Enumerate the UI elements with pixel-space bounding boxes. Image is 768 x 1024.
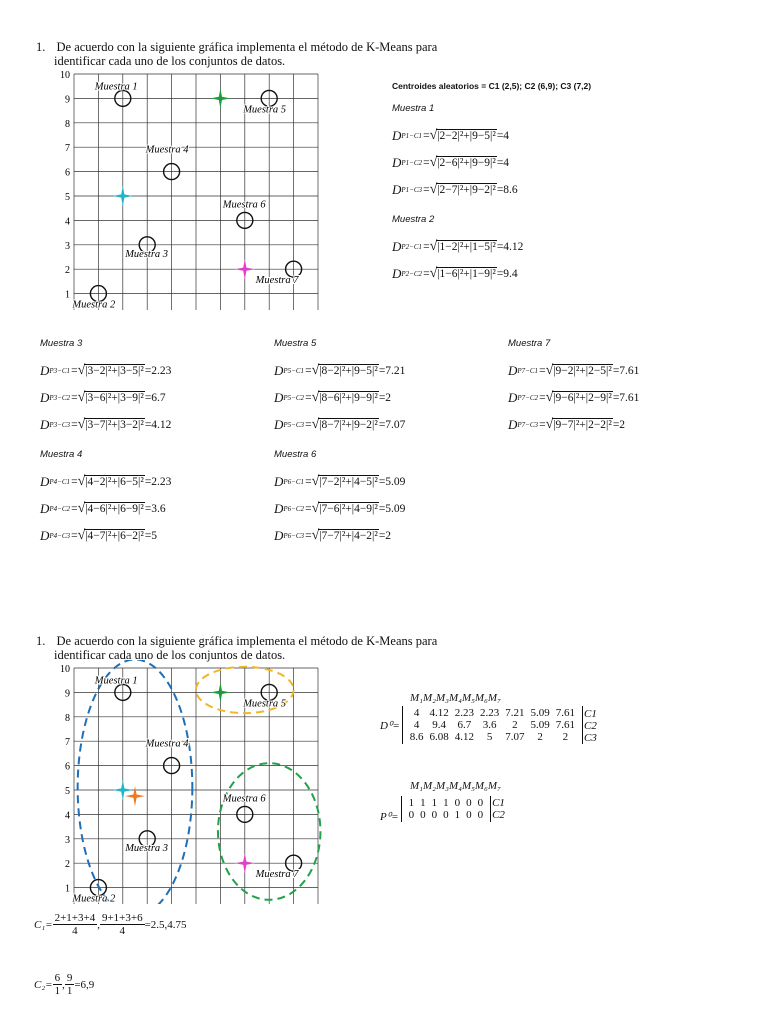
distance-symbol: D: [508, 362, 518, 378]
distance-symbol: D: [274, 362, 284, 378]
c1-num-x: 2+1+3+4: [54, 912, 96, 924]
radicand: |9−2|²+|2−5|²: [553, 365, 612, 377]
sqrt-icon: √: [429, 238, 438, 254]
centroid-star-icon: [113, 186, 133, 206]
distance-equation: [274, 495, 405, 522]
matrix-cell: 2: [512, 719, 518, 731]
distance-subscript: P7−C1: [517, 366, 539, 375]
c1-den-x: 4: [72, 925, 78, 937]
matrix-cell: 4: [413, 719, 420, 731]
matrix-row: [406, 809, 487, 821]
sample-label: Muestra 7: [255, 869, 299, 881]
y-tick-label: 7: [65, 143, 70, 155]
matrix-cell: 5: [486, 731, 493, 743]
equals-sign: =: [539, 391, 546, 404]
c2-num-x: 6: [54, 972, 61, 984]
matrix-cell: 5.09: [530, 719, 550, 731]
radicand: |9−6|²+|2−9|²: [553, 392, 612, 404]
sample-label: Muestra 2: [72, 299, 116, 310]
matrix-cell: 9.4: [432, 719, 447, 731]
distance-subscript: P6−C2: [283, 504, 305, 513]
matrix-cell: 4.12: [454, 731, 475, 743]
p0-table: [406, 797, 487, 821]
sample-label: Muestra 3: [125, 842, 169, 854]
equals-sign: =: [305, 475, 312, 488]
matrix-cell: 0: [466, 797, 472, 809]
matrix-cell: 0: [420, 809, 426, 821]
group-muestra-1: [392, 103, 518, 203]
radicand: |9−7|²+|2−2|²: [553, 419, 612, 431]
distance-subscript: P1−C2: [401, 158, 423, 167]
matrix-cell: 1: [431, 797, 438, 809]
matrix-cell: 7.61: [555, 719, 576, 731]
y-tick-label: 5: [65, 192, 70, 203]
matrix-cell: 1: [408, 797, 415, 809]
scatter-chart-2: [50, 660, 340, 904]
radicand: |3−6|²+|3−9|²: [85, 392, 144, 404]
sqrt-icon: √: [77, 527, 86, 543]
matrix-row: [407, 719, 578, 731]
equals-sign: =: [71, 391, 78, 404]
distance-subscript: P7−C3: [517, 420, 539, 429]
distance-symbol: D: [392, 154, 402, 170]
y-tick-label: 8: [65, 712, 70, 724]
c1-num-y: 9+1+3+6: [101, 912, 143, 924]
sqrt-icon: √: [545, 362, 554, 378]
group-title: Muestra 7: [508, 338, 551, 349]
radicand: |1−2|²+|1−5|²: [437, 241, 496, 253]
equals-sign: =: [423, 129, 430, 142]
d0-header: M₁M₂M₃M₄M₅M₆M₇: [410, 692, 501, 704]
y-tick-label: 1: [65, 289, 70, 301]
distance-result: =7.61: [612, 391, 640, 404]
equals-sign: =: [71, 502, 78, 515]
matrix-cell: 0: [477, 797, 484, 809]
distance-equation: [392, 260, 523, 287]
radicand: |8−2|²+|9−5|²: [319, 365, 378, 377]
matrix-cell: 6.08: [429, 731, 449, 743]
c2-num-y: 9: [66, 972, 73, 984]
sample-label: Muestra 1: [94, 81, 138, 93]
distance-symbol: D: [274, 389, 284, 405]
equals-sign: =: [305, 529, 312, 542]
y-tick-label: 10: [60, 70, 70, 81]
c1-frac-y: [100, 912, 145, 937]
sample-label: Muestra 3: [125, 248, 169, 260]
distance-result: =6.7: [144, 391, 166, 404]
y-tick-label: 2: [65, 265, 70, 277]
equals-sign: =: [305, 502, 312, 515]
matrix-cell: 5.09: [530, 707, 550, 719]
distance-symbol: D: [392, 181, 402, 197]
c1-formula: C₁= $\frac{2+1+3+4}{4}$ , $\frac{9+1+3+6}{4}$ =2.5,4.75: [34, 912, 187, 937]
distance-result: =5.09: [378, 475, 406, 488]
distance-result: =7.07: [378, 418, 406, 431]
sqrt-icon: √: [429, 181, 438, 197]
distance-equation: [40, 495, 171, 522]
matrix-cell: 0: [477, 809, 484, 821]
matrix-cell: 1: [454, 809, 461, 821]
distance-symbol: D: [508, 416, 518, 432]
radicand: |3−7|²+|3−2|²: [85, 419, 144, 431]
group-muestra-5: [274, 338, 405, 438]
radicand: |7−6|²+|4−9|²: [319, 503, 378, 515]
y-tick-label: 6: [65, 761, 70, 773]
radicand: |4−2|²+|6−5|²: [85, 476, 144, 488]
centroid-star-icon: [210, 682, 230, 702]
c2-den-y: 1: [66, 985, 73, 997]
radicand: |8−7|²+|9−2|²: [319, 419, 378, 431]
matrix-row-label: C2: [584, 719, 597, 732]
sample-label: Muestra 4: [145, 144, 189, 156]
problem-line-2: identificar cada uno de los conjuntos de datos.: [54, 54, 286, 68]
c2-frac-x: [53, 972, 63, 997]
matrix-cell: 2: [537, 731, 543, 743]
p0-label: P⁰=: [380, 811, 399, 823]
sqrt-icon: √: [77, 500, 86, 516]
group-muestra-7: [508, 338, 639, 438]
c2-label: C₂=: [34, 978, 53, 991]
distance-subscript: P4−C1: [49, 477, 71, 486]
equals-sign: =: [71, 364, 78, 377]
y-tick-label: 8: [65, 118, 70, 130]
sqrt-icon: √: [545, 416, 554, 432]
matrix-cell: 2.23: [480, 707, 500, 719]
equals-sign: =: [539, 364, 546, 377]
group-title: Muestra 1: [392, 103, 435, 114]
distance-result: =5: [144, 529, 158, 542]
c1-result: =2.5,4.75: [144, 918, 187, 931]
distance-symbol: D: [392, 127, 402, 143]
c2-result: =6,9: [74, 978, 95, 991]
problem-line-2-2: identificar cada uno de los conjuntos de datos.: [54, 648, 286, 662]
radicand: |8−6|²+|9−9|²: [319, 392, 378, 404]
d0-matrix: [380, 706, 597, 744]
c1-den-y: 4: [119, 925, 126, 937]
distance-result: =2: [378, 391, 392, 404]
cluster-outline: [78, 660, 193, 904]
sqrt-icon: √: [77, 362, 86, 378]
y-tick-label: 2: [65, 859, 70, 871]
y-tick-label: 9: [65, 94, 70, 106]
y-tick-label: 5: [65, 786, 70, 797]
distance-result: =8.6: [496, 183, 518, 196]
distance-equation: [274, 468, 405, 495]
distance-subscript: P5−C1: [283, 366, 305, 375]
equals-sign: =: [423, 156, 430, 169]
p0-header: M₁M₂M₃M₄M₅M₆M₇: [410, 780, 501, 792]
distance-symbol: D: [274, 416, 284, 432]
matrix-row-label: C1: [584, 707, 597, 720]
distance-result: =2: [378, 529, 392, 542]
matrix-row: [406, 797, 487, 809]
sqrt-icon: √: [311, 473, 320, 489]
distance-equation: [508, 357, 639, 384]
radicand: |7−7|²+|4−2|²: [319, 530, 378, 542]
group-muestra-2: [392, 214, 523, 300]
problem-statement: [36, 40, 437, 68]
distance-subscript: P3−C1: [49, 366, 71, 375]
group-title: Muestra 2: [392, 214, 435, 225]
distance-result: =7.21: [378, 364, 406, 377]
distance-result: =4.12: [144, 418, 172, 431]
equals-sign: =: [71, 529, 78, 542]
sqrt-icon: √: [311, 500, 320, 516]
distance-result: =3.6: [144, 502, 166, 515]
distance-subscript: P1−C1: [401, 131, 423, 140]
radicand: |2−2|²+|9−5|²: [437, 130, 496, 142]
distance-subscript: P4−C2: [49, 504, 71, 513]
distance-equation: [274, 411, 405, 438]
distance-symbol: D: [392, 238, 402, 254]
sample-label: Muestra 6: [222, 793, 266, 805]
distance-result: =7.61: [612, 364, 640, 377]
distance-equation: [40, 357, 171, 384]
matrix-cell: 1: [443, 797, 449, 809]
sample-label: Muestra 4: [145, 738, 189, 750]
distance-equation: [274, 522, 405, 549]
radicand: |1−6|²+|1−9|²: [437, 268, 496, 280]
y-tick-label: 3: [65, 240, 70, 252]
sample-label: Muestra 6: [222, 199, 266, 211]
distance-subscript: P2−C2: [401, 269, 423, 278]
y-tick-label: 9: [65, 688, 70, 700]
sample-label: Muestra 1: [94, 675, 138, 687]
equals-sign: =: [423, 240, 430, 253]
distance-symbol: D: [274, 473, 284, 489]
matrix-cell: 2.23: [454, 707, 475, 719]
matrix-cell: 1: [420, 797, 426, 809]
equals-sign: =: [305, 391, 312, 404]
distance-result: =5.09: [378, 502, 406, 515]
sample-label: Muestra 5: [243, 104, 287, 116]
distance-symbol: D: [40, 362, 50, 378]
distance-result: =9.4: [496, 267, 518, 280]
equals-sign: =: [71, 475, 78, 488]
problem-number: 1.: [36, 40, 46, 54]
radicand: |3−2|²+|3−5|²: [85, 365, 144, 377]
distance-symbol: D: [392, 265, 402, 281]
distance-symbol: D: [40, 500, 50, 516]
p0-matrix: [380, 796, 505, 844]
distance-equation: [274, 357, 405, 384]
radicand: |4−7|²+|6−2|²: [85, 530, 144, 542]
c1-frac-x: [53, 912, 98, 937]
distance-subscript: P5−C2: [283, 393, 305, 402]
radicand: |2−7|²+|9−2|²: [437, 184, 496, 196]
equals-sign: =: [305, 364, 312, 377]
centroid-star-icon: [235, 853, 255, 873]
distance-equation: [392, 149, 518, 176]
distance-equation: [40, 522, 171, 549]
sqrt-icon: √: [429, 127, 438, 143]
distance-symbol: D: [274, 527, 284, 543]
group-title: Muestra 6: [274, 449, 317, 460]
matrix-cell: 6.7: [457, 719, 472, 731]
centroid-star-icon: [210, 88, 230, 108]
radicand: |4−6|²+|6−9|²: [85, 503, 144, 515]
distance-equation: [508, 411, 639, 438]
c1-label: C₁=: [34, 918, 53, 931]
distance-subscript: P3−C2: [49, 393, 71, 402]
d0-row-labels: [584, 707, 597, 744]
distance-symbol: D: [40, 416, 50, 432]
group-title: Muestra 4: [40, 449, 83, 460]
matrix-cell: 2: [562, 731, 569, 743]
distance-subscript: P1−C3: [401, 185, 423, 194]
matrix-row-label: C2: [492, 809, 505, 821]
y-tick-label: 3: [65, 834, 70, 846]
distance-symbol: D: [40, 527, 50, 543]
distance-result: =2: [612, 418, 626, 431]
scatter-chart-1: [50, 66, 340, 310]
y-tick-label: 6: [65, 167, 70, 179]
matrix-cell: 8.6: [409, 731, 424, 743]
y-tick-label: 1: [65, 883, 70, 895]
problem-line-1-2: De acuerdo con la siguiente gráfica implementa el método de K-Means para: [56, 634, 438, 648]
distance-symbol: D: [40, 389, 50, 405]
matrix-row: [407, 731, 578, 743]
problem-line-1: De acuerdo con la siguiente gráfica implementa el método de K-Means para: [56, 40, 438, 54]
distance-equation: [40, 468, 171, 495]
sample-label: Muestra 5: [243, 698, 287, 710]
y-tick-label: 4: [65, 216, 70, 228]
matrix-cell: 7.07: [505, 731, 525, 743]
sqrt-icon: √: [311, 416, 320, 432]
distance-subscript: P7−C2: [517, 393, 539, 402]
p0-row-labels: [492, 796, 505, 821]
equals-sign: =: [423, 267, 430, 280]
sqrt-icon: √: [311, 389, 320, 405]
sqrt-icon: √: [545, 389, 554, 405]
radicand: |2−6|²+|9−9|²: [437, 157, 496, 169]
distance-equation: [392, 122, 518, 149]
distance-equation: [40, 384, 171, 411]
matrix-cell: 4.12: [429, 707, 449, 719]
d0-label: D⁰=: [380, 719, 400, 732]
matrix-cell: 3.6: [482, 719, 497, 731]
matrix-row-label: C3: [584, 731, 597, 744]
matrix-cell: 7.61: [555, 707, 576, 719]
group-title: Muestra 5: [274, 338, 317, 349]
c2-den-x: 1: [54, 985, 61, 997]
sample-label: Muestra 7: [255, 275, 299, 287]
sqrt-icon: √: [77, 416, 86, 432]
distance-subscript: P5−C3: [283, 420, 305, 429]
matrix-row-label: C1: [492, 797, 505, 809]
distance-subscript: P2−C1: [401, 242, 423, 251]
distance-equation: [508, 384, 639, 411]
centroid-star-icon: [235, 259, 255, 279]
matrix-cell: 0: [431, 809, 438, 821]
matrix-cell: 0: [466, 809, 472, 821]
equals-sign: =: [423, 183, 430, 196]
y-tick-label: 4: [65, 810, 70, 822]
distance-equation: [40, 411, 171, 438]
distance-subscript: P6−C1: [283, 477, 305, 486]
matrix-cell: 0: [443, 809, 449, 821]
sqrt-icon: √: [77, 473, 86, 489]
d0-table: [407, 707, 578, 743]
centroids-title: Centroides aleatorios = C1 (2,5); C2 (6,9); C3 (7,2): [392, 81, 592, 91]
equals-sign: =: [539, 418, 546, 431]
equals-sign: =: [305, 418, 312, 431]
sqrt-icon: √: [311, 362, 320, 378]
equals-sign: =: [71, 418, 78, 431]
distance-equation: [274, 384, 405, 411]
matrix-cell: 7.21: [505, 707, 525, 719]
group-title: Muestra 3: [40, 338, 83, 349]
distance-result: =2.23: [144, 364, 172, 377]
sqrt-icon: √: [429, 154, 438, 170]
distance-subscript: P4−C3: [49, 531, 71, 540]
y-tick-label: 7: [65, 737, 70, 749]
matrix-cell: 0: [454, 797, 461, 809]
c2-formula: C₂= $\frac{6}{1}$ , $\frac{9}{1}$ =6,9: [34, 972, 95, 997]
radicand: |7−2|²+|4−5|²: [319, 476, 378, 488]
group-muestra-6: [274, 449, 405, 549]
distance-symbol: D: [40, 473, 50, 489]
distance-symbol: D: [274, 500, 284, 516]
matrix-cell: 4: [413, 707, 420, 719]
distance-result: =2.23: [144, 475, 172, 488]
group-muestra-3: [40, 338, 171, 438]
distance-subscript: P6−C3: [283, 531, 305, 540]
matrix-cell: 0: [408, 809, 415, 821]
distance-subscript: P3−C3: [49, 420, 71, 429]
sqrt-icon: √: [77, 389, 86, 405]
sqrt-icon: √: [429, 265, 438, 281]
distance-result: =4.12: [496, 240, 524, 253]
sample-label: Muestra 2: [72, 893, 116, 904]
distance-equation: [392, 176, 518, 203]
group-muestra-4: [40, 449, 171, 549]
distance-symbol: D: [508, 389, 518, 405]
y-tick-label: 10: [60, 664, 70, 675]
distance-equation: [392, 233, 523, 260]
distance-result: =4: [496, 156, 510, 169]
problem-statement-2: [36, 634, 437, 662]
c2-frac-y: [65, 972, 75, 997]
distance-result: =4: [496, 129, 510, 142]
matrix-row: [407, 707, 578, 719]
problem-number-2: 1.: [36, 634, 46, 648]
sqrt-icon: √: [311, 527, 320, 543]
